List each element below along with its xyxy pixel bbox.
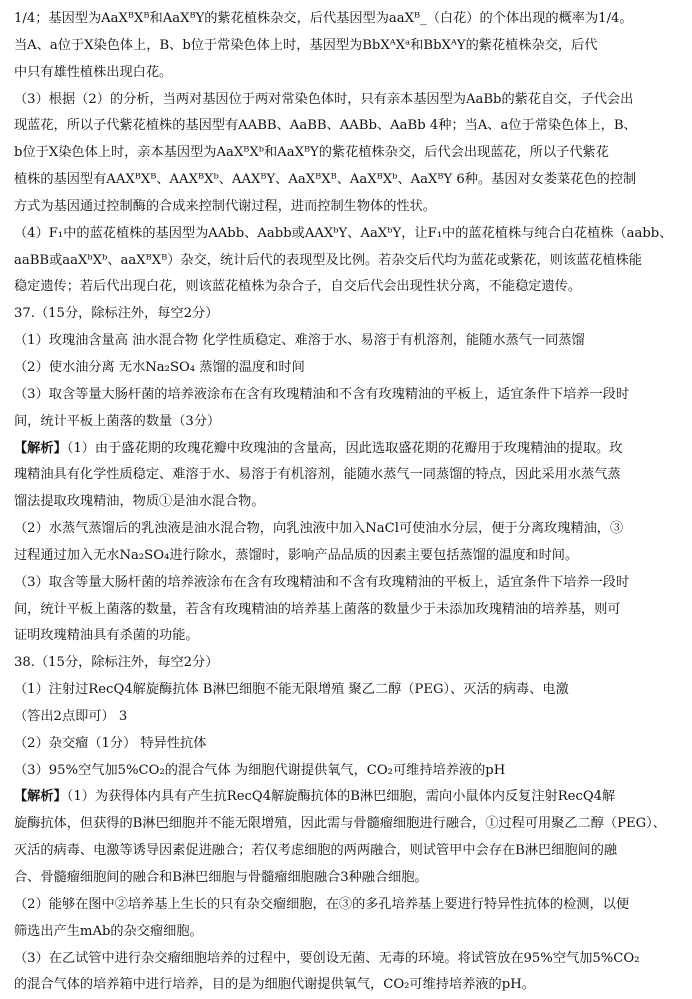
text-line-18: 瑰精油具有化学性质稳定、难溶于水、易溶于有机溶剂，能随水蒸气一同蒸馏的特点，因此采用水蒸气蒸	[14, 467, 621, 483]
text-line-21: 过程通过加入无水Na₂SO₄进行除水，蒸馏时，影响产品品质的因素主要包括蒸馏的温度和时间。	[14, 547, 579, 563]
text-line-6: b位于X染色体上时，亲本基因型为AaXᴮXᵇ和AaXᴮY的紫花植株杂交，后代会出现蓝花，所以子代紫花	[14, 145, 609, 161]
analysis-38-line-1: 【解析】（1）为获得体内具有产生抗RecQ4解旋酶抗体的B淋巴细胞，需向小鼠体内反复注射RecQ4解	[14, 789, 616, 805]
text-line-14: （2）使水油分离 无水Na₂SO₄ 蒸馏的温度和时间	[14, 359, 305, 375]
text-line-5: 现蓝花，所以子代紫花植株的基因型有AABB、AaBB、AABb、AaBb 4种；当A、a位于常染色体上，B、	[14, 118, 637, 134]
text-line-36: （3）在乙试管中进行杂交瘤细胞培养的过程中，要创设无菌、无毒的环境。将试管放在95%空气加5%CO₂	[14, 950, 640, 966]
text-line-22: （3）取含等量大肠杆菌的培养液涂布在含有玫瑰精油和不含有玫瑰精油的平板上，适宜条件下培养一段时	[14, 574, 630, 590]
text-line-26: （1）注射过RecQ4解旋酶抗体 B淋巴细胞不能无限增殖 聚乙二醇（PEG）、灭活的病毒、电激	[14, 682, 569, 698]
text-line-28: （2）杂交瘤（1分） 特异性抗体	[14, 735, 207, 751]
text-line-19: 馏法提取玫瑰精油，物质①是油水混合物。	[14, 494, 265, 510]
text-line-32: 灭活的病毒、电激等诱导因素促进融合；若仅考虑细胞的两两融合，则试管甲中会存在B淋巴细胞间的融	[14, 843, 618, 859]
text-line-35: 筛选出产生mAb的杂交瘤细胞。	[14, 923, 203, 939]
question-37-header: 37.（15分，除标注外，每空2分）	[14, 306, 219, 322]
text-line-1: 1/4；基因型为AaXᴮXᴮ和AaXᴮY的紫花植株杂交，后代基因型为aaXᴮ_（白花）的个体出现的概率为1/4。	[14, 11, 633, 26]
text-line-16: 间，统计平板上菌落的数量（3分）	[14, 413, 221, 429]
text-line-13: （1）玫瑰油含量高 油水混合物 化学性质稳定、难溶于水、易溶于有机溶剂，能随水蒸气一同蒸馏	[14, 333, 585, 349]
text-line-4: （3）根据（2）的分析，当两对基因位于两对常染色体时，只有亲本基因型为AaBb的紫花自交，子代会出	[14, 91, 634, 107]
text-line-2: 当A、a位于X染色体上，B、b位于常染色体上时，基因型为BbXᴬXᵃ和BbXᴬY的紫花植株杂交，后代	[14, 37, 598, 53]
text-line-15: （3）取含等量大肠杆菌的培养液涂布在含有玫瑰精油和不含有玫瑰精油的平板上，适宜条件下培养一段时	[14, 386, 630, 402]
text-line-33: 合、骨髓瘤细胞间的融合和B淋巴细胞与骨髓瘤细胞融合3种融合细胞。	[14, 870, 428, 885]
text-line-3: 中只有雄性植株出现白花。	[14, 64, 173, 80]
question-38-header: 38.（15分，除标注外，每空2分）	[14, 655, 219, 671]
text-line-29: （3）95%空气加5%CO₂的混合气体 为细胞代谢提供氧气，CO₂可维持培养液的pH	[14, 762, 506, 778]
analysis-37-line-1: 【解析】（1）由于盛花期的玫瑰花瓣中玫瑰油的含量高，因此选取盛花期的花瓣用于玫瑰精油的提取。玫	[14, 440, 623, 456]
text-line-23: 间，统计平板上菌落的数量，若含有玫瑰精油的培养基上菌落的数量少于未添加玫瑰精油的培养基，则可	[14, 601, 621, 617]
text-line-7: 植株的基因型有AAXᴮXᴮ、AAXᴮXᵇ、AAXᴮY、AaXᴮXᴮ、AaXᴮXᵇ、AaXᴮY 6种。基因对女娄菜花色的控制	[14, 172, 637, 188]
text-line-27: （答出2点即可） 3	[14, 708, 128, 724]
text-line-11: 稳定遗传；若后代出现白花，则该蓝花植株为杂合子，自交后代会出现性状分离，不能稳定遗传。	[14, 279, 582, 295]
text-line-10: aaBB或aaXᵇXᵇ、aaXᴮXᴮ）杂交，统计后代的表现型及比例。若杂交后代均为蓝花或紫花，则该蓝花植株能	[14, 252, 642, 268]
text-line-34: （2）能够在图中②培养基上生长的只有杂交瘤细胞，在③的多孔培养基上要进行特异性抗体的检测，以便	[14, 896, 630, 912]
text-line-24: 证明玫瑰精油具有杀菌的功能。	[14, 628, 199, 644]
text-line-20: （2）水蒸气蒸馏后的乳浊液是油水混合物，向乳浊液中加入NaCl可使油水分层，便于分离玫瑰精油，③	[14, 521, 624, 537]
text-line-31: 旋酶抗体，但获得的B淋巴细胞并不能无限增殖，因此需与骨髓瘤细胞进行融合，①过程可用聚乙二醇（PEG）、	[14, 816, 666, 832]
text-line-8: 方式为基因通过控制酶的合成来控制代谢过程，进而控制生物体的性状。	[14, 198, 436, 214]
text-line-9: （4）F₁中的蓝花植株的基因型为AAbb、Aabb或AAXᵇY、AaXᵇY，让F₁中的蓝花植株与纯合白花植株（aabb、	[14, 225, 673, 241]
text-line-37: 的混合气体的培养箱中进行培养，目的是为细胞代谢提供氧气，CO₂可维持培养液的pH。	[14, 977, 535, 993]
